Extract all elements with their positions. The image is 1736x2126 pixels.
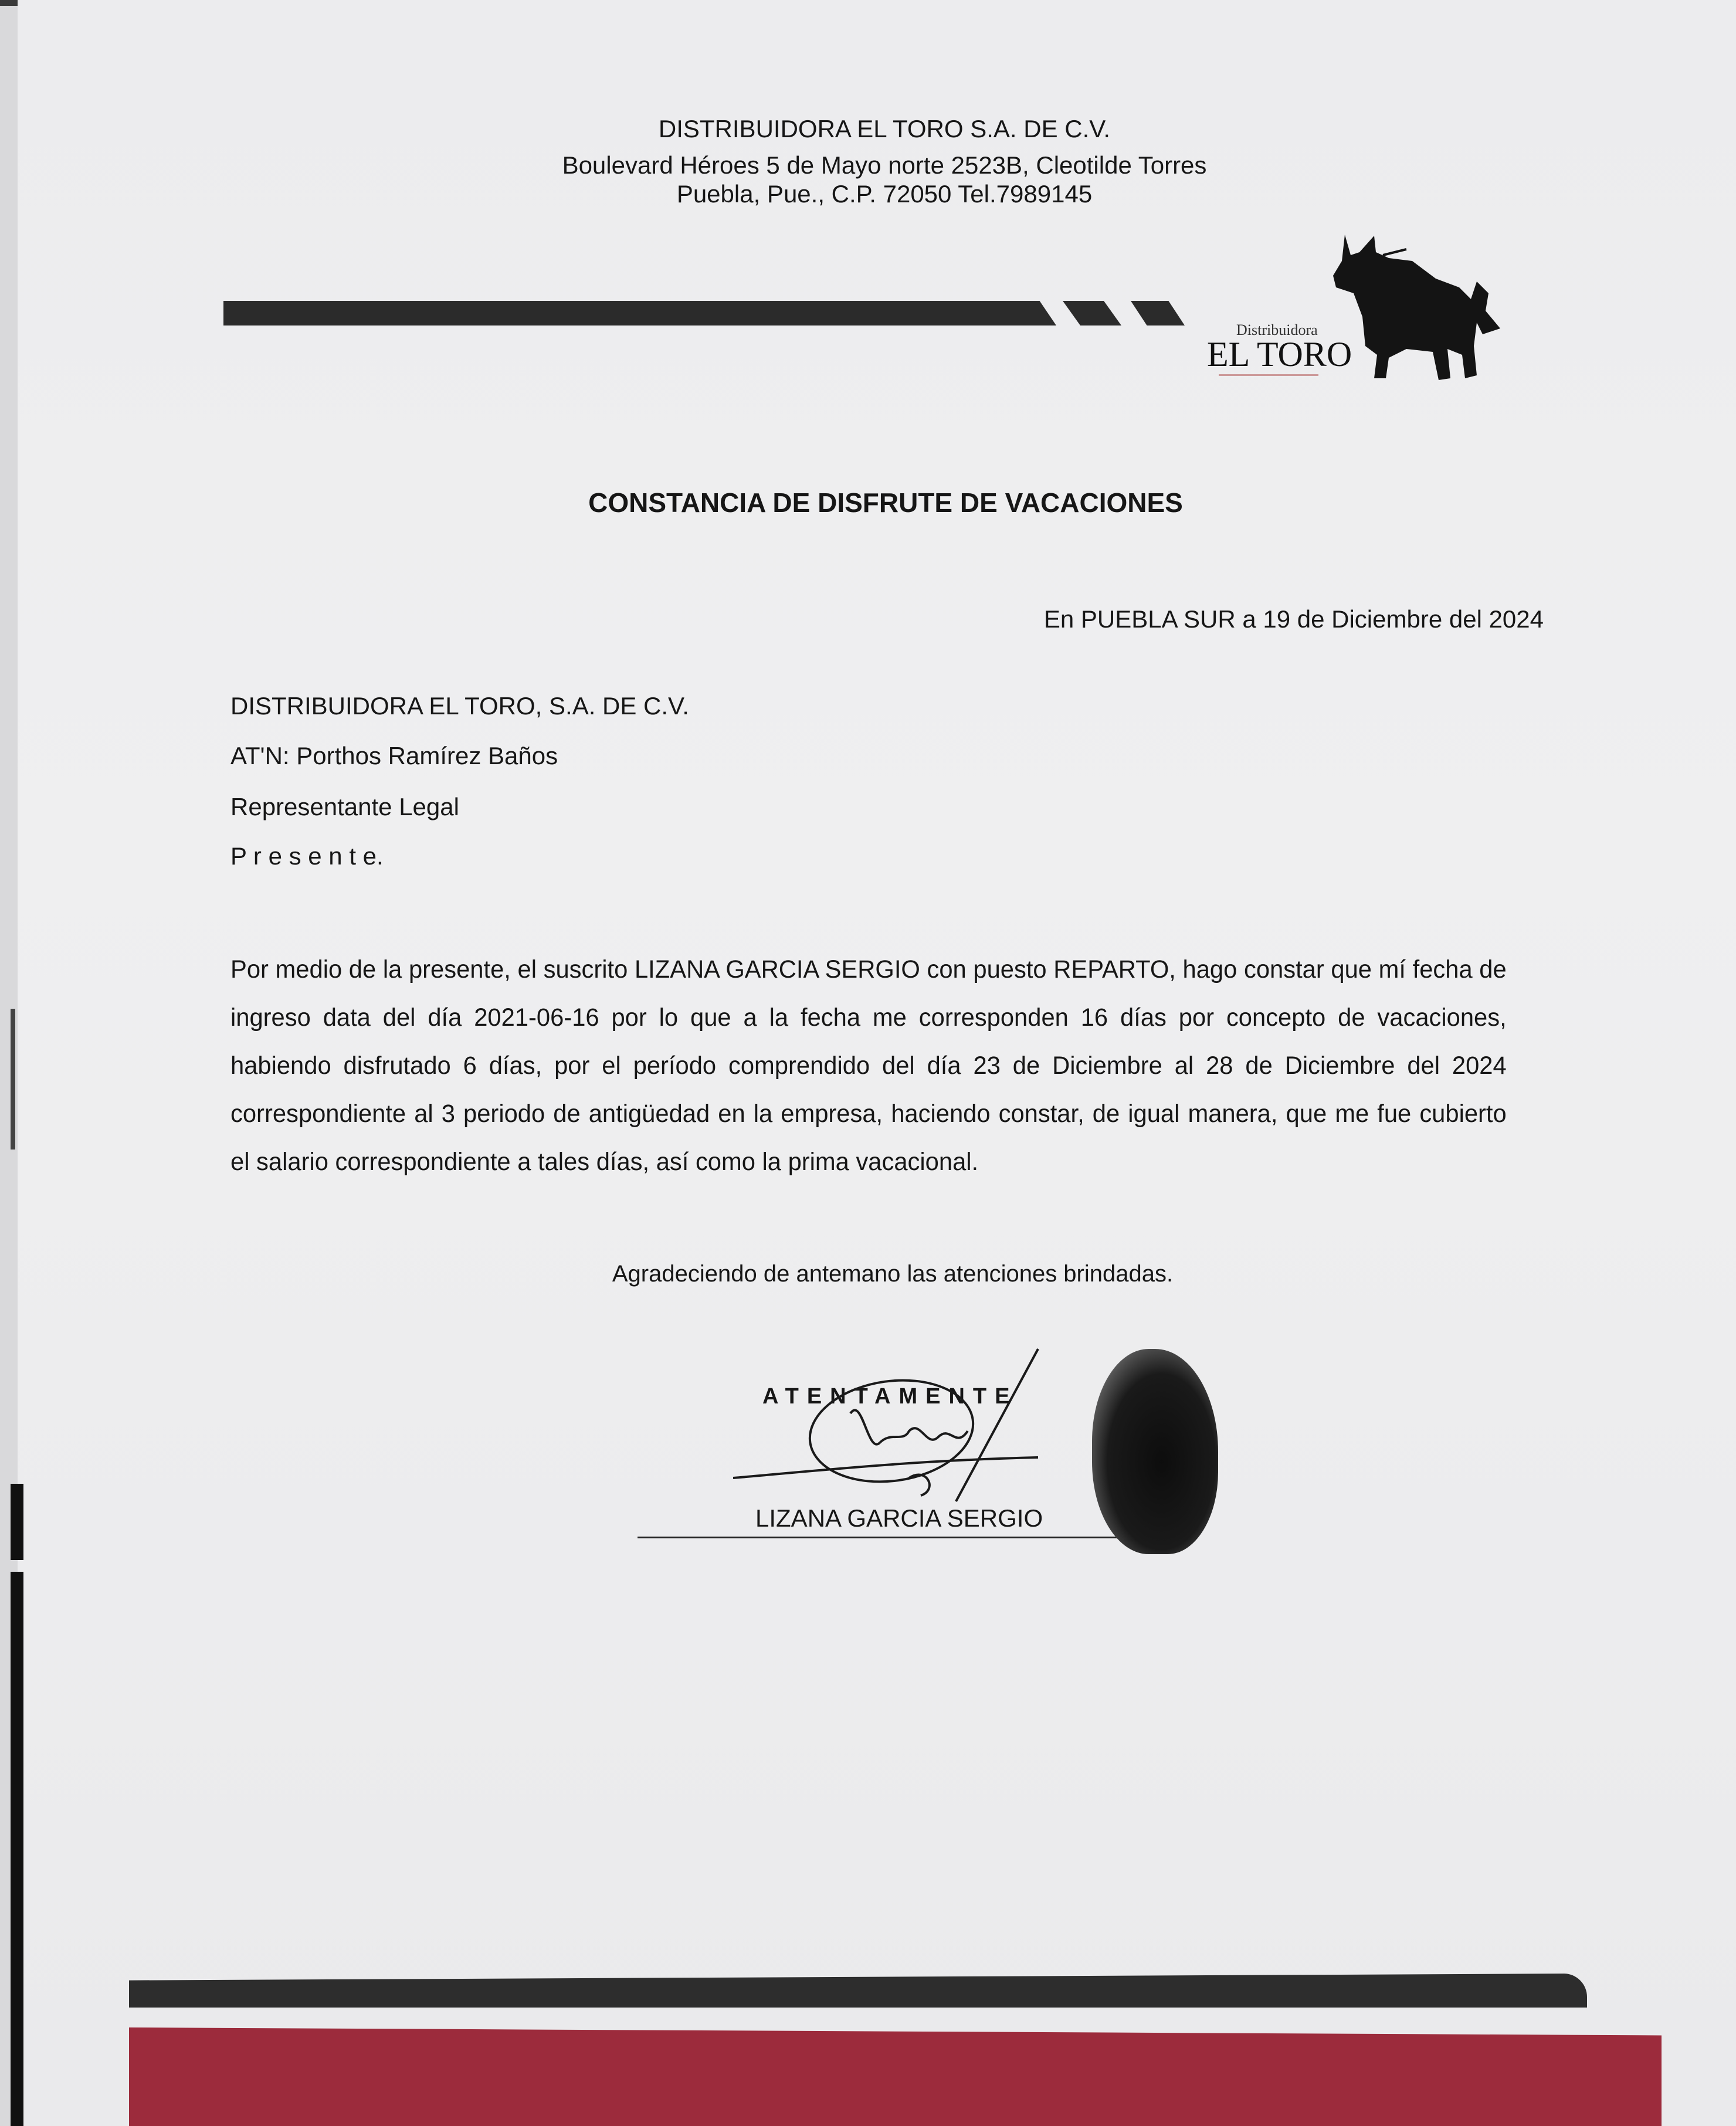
logo-small-text: Distribuidora (1236, 321, 1318, 338)
sign-off: ATENTAMENTE (762, 1384, 1018, 1409)
scan-edge-mark (11, 1572, 23, 2126)
scan-edge-mark (11, 1009, 15, 1150)
logo-brand-text: EL TORO (1207, 335, 1352, 374)
place-and-date: En PUEBLA SUR a 19 de Diciembre del 2024 (1043, 605, 1544, 633)
logo-tagline (1219, 374, 1318, 376)
addressee-presente: P r e s e n t e. (230, 842, 384, 870)
document-title: CONSTANCIA DE DISFRUTE DE VACACIONES (588, 487, 1183, 518)
addressee-company: DISTRIBUIDORA EL TORO, S.A. DE C.V. (230, 692, 689, 720)
footer-red-band (129, 2027, 1662, 2126)
body-paragraph: Por medio de la presente, el suscrito LIZANA GARCIA SERGIO con puesto REPARTO, hago constar que mí fecha de ingreso data del día 2021-06-16 por lo que a la fecha me corresponden 16 días por concepto de vacaciones, habiendo disfrutado 6 días, por el período comprendido del día 23 de Diciembre al 28 de Diciembre del 2024 correspondiente al 3 periodo de antigüedad en la empresa, haciendo constar, de igual manera, que me fue cubierto el salario correspondiente a tales días, así como la prima vacacional. (230, 955, 1507, 1176)
signature-line (638, 1537, 1126, 1538)
signer-name: LIZANA GARCIA SERGIO (755, 1504, 1043, 1532)
fingerprint (1092, 1349, 1218, 1554)
addressee-role: Representante Legal (230, 793, 459, 820)
addressee-attention: AT'N: Porthos Ramírez Baños (230, 742, 558, 769)
closing-line: Agradeciendo de antemano las atenciones brindadas. (612, 1261, 1174, 1287)
scan-edge-mark (11, 1484, 23, 1560)
company-address-line1: Boulevard Héroes 5 de Mayo norte 2523B, Cleotilde Torres (562, 151, 1207, 179)
handwritten-signature (733, 1343, 1062, 1531)
company-address-line2: Puebla, Pue., C.P. 72050 Tel.7989145 (676, 180, 1093, 208)
bull-silhouette-icon (1318, 229, 1512, 384)
company-name-header: DISTRIBUIDORA EL TORO S.A. DE C.V. (658, 115, 1111, 143)
company-logo (1207, 229, 1506, 384)
